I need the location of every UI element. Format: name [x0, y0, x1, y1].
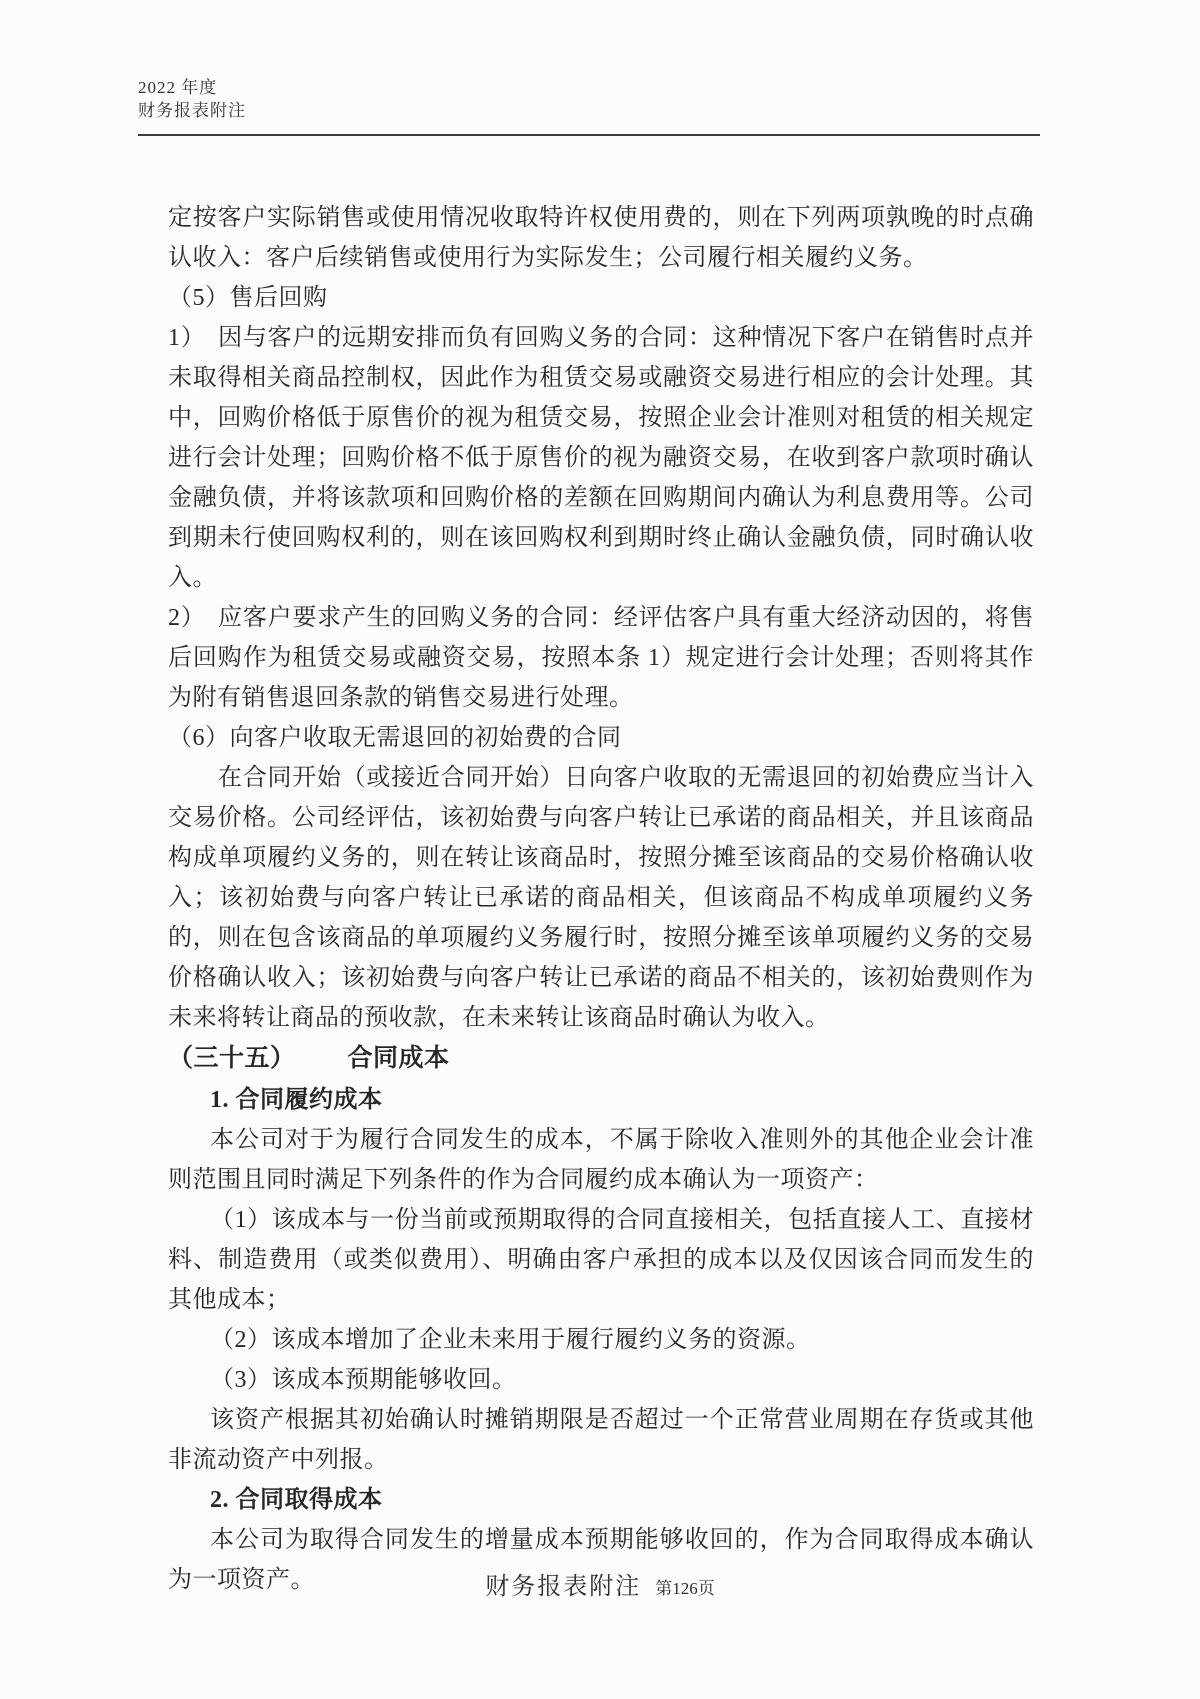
heading-contract-fulfilment-cost: 1. 合同履约成本 [210, 1087, 383, 1113]
header-rule [138, 134, 1040, 136]
heading-contract-acquisition-cost: 2. 合同取得成本 [210, 1487, 383, 1513]
heading-item-6: （6）向客户收取无需退回的初始费的合同 [168, 725, 622, 751]
paragraph-repurchase-1: 1） 因与客户的远期安排而负有回购义务的合同：这种情况下客户在销售时点并未取得相关商品控制权，因此作为租赁交易或融资交易进行相应的会计处理。其中，回购价格低于原售价的视为租赁交易，按照企业会计准则对租赁的相关规定进行会计处理；回购价格不低于原售价的视为融资交易，在收到客户款项时确认金融负债，并将该款项和回购价格的差额在回购期间内确认为利息费用等。公司到期未行使回购权利的，则在该回购权利到期时终止确认金融负债，同时确认收入。 [168, 325, 1034, 591]
header-year: 2022 年度 [138, 78, 218, 97]
paragraph-condition-1: （1）该成本与一份当前或预期取得的合同直接相关，包括直接人工、直接材料、制造费用（或类似费用）、明确由客户承担的成本以及仅因该合同而发生的其他成本； [168, 1207, 1034, 1313]
heading-section-35 [168, 1038, 1034, 1080]
footer-doc-title: 财务报表附注 [485, 1574, 642, 1600]
section-number: （三十五） [168, 1045, 296, 1072]
section-title: 合同成本 [347, 1045, 450, 1072]
document-body [168, 198, 1034, 1600]
paragraph-acquisition: 本公司为取得合同发生的增量成本预期能够收回的，作为合同取得成本确认为一项资产。 [168, 1527, 1034, 1593]
paragraph-condition-3: （3）该成本预期能够收回。 [210, 1367, 517, 1393]
paragraph-asset-presentation: 该资产根据其初始确认时摊销期限是否超过一个正常营业周期在存货或其他非流动资产中列报。 [168, 1407, 1034, 1473]
paragraph-initial-fee: 在合同开始（或接近合同开始）日向客户收取的无需退回的初始费应当计入交易价格。公司经评估，该初始费与向客户转让已承诺的商品相关，并且该商品构成单项履约义务的，则在转让该商品时，按照分摊至该商品的交易价格确认收入；该初始费与向客户转让已承诺的商品相关，但该商品不构成单项履约义务的，则在包含该商品的单项履约义务履行时，按照分摊至该单项履约义务的交易价格确认收入；该初始费与向客户转让已承诺的商品不相关的，该初始费则作为未来将转让商品的预收款，在未来转让该商品时确认为收入。 [168, 765, 1034, 1031]
paragraph-fulfilment-intro: 本公司对于为履行合同发生的成本，不属于除收入准则外的其他企业会计准则范围且同时满足下列条件的作为合同履约成本确认为一项资产： [168, 1127, 1034, 1193]
running-header [138, 76, 1038, 122]
footer-page-number: 第126页 [655, 1579, 715, 1598]
paragraph-repurchase-2: 2） 应客户要求产生的回购义务的合同：经评估客户具有重大经济动因的，将售后回购作为租赁交易或融资交易，按照本条 1）规定进行会计处理；否则将其作为附有销售退回条款的销售交易进行处理。 [168, 605, 1034, 711]
page-footer [0, 1566, 1200, 1601]
paragraph-condition-2: （2）该成本增加了企业未来用于履行履约义务的资源。 [210, 1327, 811, 1353]
header-doc-title: 财务报表附注 [138, 101, 246, 120]
paragraph-royalty-continued: 定按客户实际销售或使用情况收取特许权使用费的，则在下列两项孰晚的时点确认收入：客户后续销售或使用行为实际发生；公司履行相关履约义务。 [168, 205, 1034, 271]
heading-item-5: （5）售后回购 [168, 285, 328, 311]
